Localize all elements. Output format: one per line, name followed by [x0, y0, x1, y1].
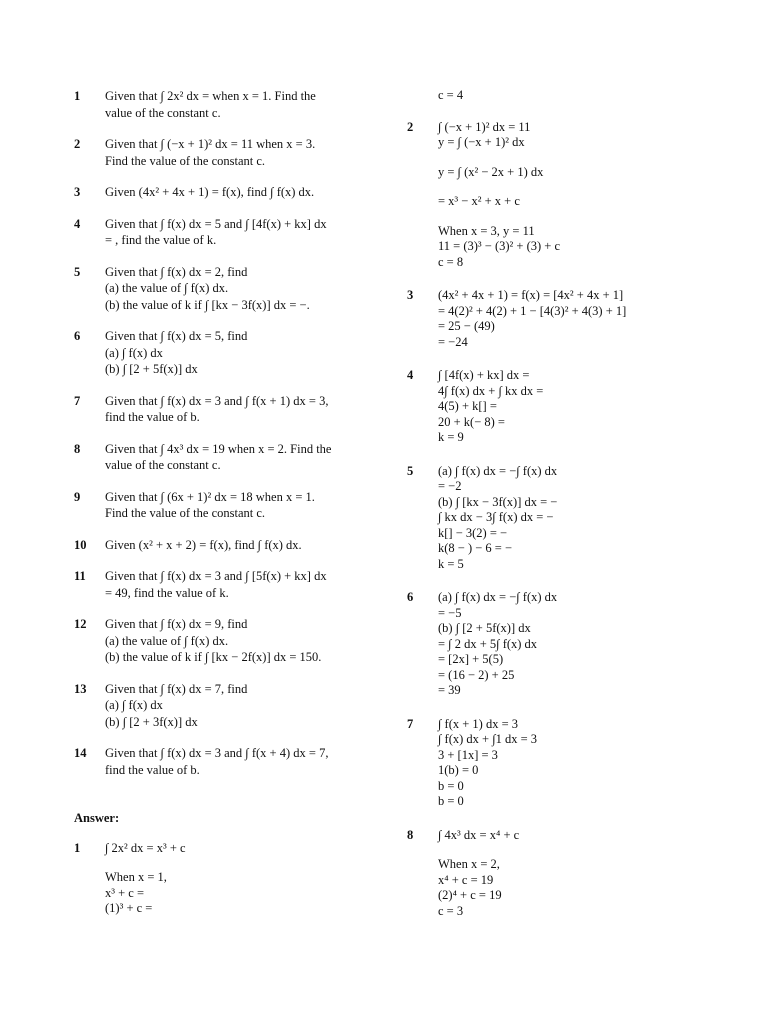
item-number: 4	[407, 368, 414, 382]
item-line: x⁴ + c = 19	[438, 872, 494, 887]
answer-list	[407, 88, 707, 919]
item-line: c = 4	[438, 88, 464, 102]
item-line: ∫ f(x) dx + ∫1 dx = 3	[438, 732, 538, 746]
item-line: c = 8	[438, 254, 464, 269]
item-number: 6	[407, 590, 414, 604]
item-line: 20 + k(− 8) =	[438, 414, 505, 429]
item-line: (1)³ + c =	[105, 901, 153, 915]
item-line: k(8 − ) − 6 = −	[438, 541, 513, 555]
question-3	[74, 184, 374, 201]
item-line: ∫ f(x + 1) dx = 3	[438, 716, 519, 731]
question-11	[74, 568, 374, 601]
item-line: b = 0	[438, 778, 464, 793]
item-line: Given (x² + x + 2) = f(x), find ∫ f(x) dx.	[105, 537, 302, 552]
item-number: 7	[74, 393, 81, 408]
item-line: ∫ 4x³ dx = x⁴ + c	[438, 827, 520, 842]
item-number: 10	[74, 537, 87, 552]
item-line: 11 = (3)³ − (3)² + (3) + c	[438, 239, 561, 253]
item-number: 8	[74, 441, 81, 456]
item-number: 4	[74, 216, 81, 231]
item-line: = 4(2)² + 4(2) + 1 − [4(3)² + 4(3) + 1]	[438, 303, 627, 318]
item-line: Given that ∫ f(x) dx = 3 and ∫ [5f(x) + kx] dx	[105, 569, 327, 583]
answer-1	[74, 841, 374, 917]
item-number: 3	[407, 288, 414, 302]
item-line	[105, 856, 374, 870]
item-line: 4∫ f(x) dx + ∫ kx dx =	[438, 383, 544, 398]
item-line: 1(b) = 0	[438, 763, 479, 777]
item-number: 9	[74, 489, 81, 504]
answer-block-5	[407, 464, 707, 573]
item-number: 11	[74, 569, 86, 583]
answer-block-4	[407, 368, 707, 446]
answer-block-2	[407, 120, 707, 271]
item-line: find the value of b.	[105, 410, 200, 424]
item-line: 3 + [1x] = 3	[438, 747, 498, 762]
answers-column	[407, 88, 707, 919]
item-line: 4(5) + k[] =	[438, 399, 497, 413]
item-line: When x = 1,	[105, 870, 167, 884]
answer-block-8	[407, 828, 707, 920]
item-line: = −2	[438, 479, 462, 493]
question-4	[74, 216, 374, 249]
answer-block-cont	[407, 88, 707, 104]
answer-block-3	[407, 288, 707, 350]
item-line: Given that ∫ f(x) dx = 7, find	[105, 681, 248, 696]
item-line: value of the constant c.	[105, 105, 221, 120]
item-line: Given that ∫ f(x) dx = 5, find	[105, 329, 248, 343]
item-number: 12	[74, 617, 87, 631]
item-line: Find the value of the constant c.	[105, 153, 266, 168]
item-line: = 39	[438, 683, 461, 697]
item-line: = , find the value of k.	[105, 233, 217, 247]
item-number: 2	[407, 119, 414, 134]
item-number: 3	[74, 185, 81, 199]
item-line: (a) ∫ f(x) dx = −∫ f(x) dx	[438, 463, 558, 478]
item-line: ∫ (−x + 1)² dx = 11	[438, 119, 531, 134]
item-number: 5	[74, 264, 81, 279]
question-10	[74, 537, 374, 554]
answer-1-block	[74, 841, 374, 917]
item-line: c = 3	[438, 903, 464, 918]
item-line: (a) ∫ f(x) dx = −∫ f(x) dx	[438, 590, 558, 604]
item-line: (2)⁴ + c = 19	[438, 888, 502, 902]
item-line: Given that ∫ (−x + 1)² dx = 11 when x = 3.	[105, 137, 316, 151]
item-number: 13	[74, 681, 87, 696]
question-list	[74, 88, 374, 778]
item-line: Given that ∫ f(x) dx = 9, find	[105, 617, 248, 631]
item-line: x³ + c =	[105, 885, 145, 900]
item-line: y = ∫ (x² − 2x + 1) dx	[438, 164, 544, 179]
item-line: When x = 3, y = 11	[438, 223, 535, 238]
item-line: = −24	[438, 334, 468, 349]
item-line	[438, 180, 707, 194]
item-number: 8	[407, 827, 414, 842]
item-line: Given that ∫ (6x + 1)² dx = 18 when x = 1.	[105, 489, 315, 504]
item-line: value of the constant c.	[105, 458, 221, 472]
item-line: = ∫ 2 dx + 5∫ f(x) dx	[438, 636, 538, 651]
answer-block-7	[407, 717, 707, 810]
item-line: b = 0	[438, 794, 464, 808]
item-number: 14	[74, 746, 87, 760]
item-line: (b) the value of k if ∫ [kx − 2f(x)] dx = 150.	[105, 650, 322, 664]
item-line: (a) ∫ f(x) dx	[105, 345, 163, 360]
item-line: y = ∫ (−x + 1)² dx	[438, 135, 525, 149]
item-line	[438, 210, 707, 224]
item-number: 1	[74, 840, 81, 855]
questions-column	[74, 88, 374, 917]
item-line: = [2x] + 5(5)	[438, 652, 504, 666]
item-line: = x³ − x² + x + c	[438, 194, 520, 208]
item-number: 7	[407, 716, 414, 731]
item-line: = 25 − (49)	[438, 319, 495, 333]
item-line: Given that ∫ 4x³ dx = 19 when x = 2. Find the	[105, 441, 332, 456]
item-line: = −5	[438, 605, 462, 620]
item-number: 2	[74, 137, 81, 151]
item-line: (b) ∫ [2 + 3f(x)] dx	[105, 714, 198, 729]
question-1	[74, 88, 374, 121]
item-line: k = 5	[438, 556, 464, 571]
item-line: ∫ [4f(x) + kx] dx =	[438, 368, 530, 382]
item-line: k = 9	[438, 430, 464, 444]
item-line: (b) ∫ [kx − 3f(x)] dx = −	[438, 494, 558, 509]
item-line: (b) ∫ [2 + 5f(x)] dx	[438, 621, 531, 635]
question-14	[74, 745, 374, 778]
question-2	[74, 136, 374, 169]
item-line: (a) the value of ∫ f(x) dx.	[105, 281, 229, 295]
item-line: When x = 2,	[438, 857, 500, 871]
item-line: (a) ∫ f(x) dx	[105, 698, 163, 712]
item-line	[438, 843, 707, 857]
question-7	[74, 393, 374, 426]
item-line: = 49, find the value of k.	[105, 585, 229, 600]
item-line: k[] − 3(2) = −	[438, 525, 508, 540]
item-line: (a) the value of ∫ f(x) dx.	[105, 633, 229, 648]
item-line: (4x² + 4x + 1) = f(x) = [4x² + 4x + 1]	[438, 288, 624, 302]
answer-heading: Answer:	[74, 811, 120, 825]
item-line: ∫ kx dx − 3∫ f(x) dx = −	[438, 510, 554, 524]
item-line: Given that ∫ f(x) dx = 3 and ∫ f(x + 4) dx = 7,	[105, 746, 329, 760]
question-13	[74, 681, 374, 731]
item-number: 5	[407, 463, 414, 478]
item-line: (b) ∫ [2 + 5f(x)] dx	[105, 362, 198, 376]
item-line: Given that ∫ f(x) dx = 5 and ∫ [4f(x) + kx] dx	[105, 216, 327, 231]
question-12	[74, 616, 374, 666]
item-line	[438, 151, 707, 165]
item-line: Given that ∫ 2x² dx = when x = 1. Find the	[105, 89, 316, 103]
item-line: Find the value of the constant c.	[105, 506, 266, 520]
item-number: 1	[74, 89, 81, 103]
question-5	[74, 264, 374, 314]
question-6	[74, 328, 374, 378]
item-line: Given that ∫ f(x) dx = 3 and ∫ f(x + 1) dx = 3,	[105, 393, 329, 408]
item-line: (b) the value of k if ∫ [kx − 3f(x)] dx = −.	[105, 297, 310, 312]
item-line: Given (4x² + 4x + 1) = f(x), find ∫ f(x) dx.	[105, 185, 315, 199]
item-line: = (16 − 2) + 25	[438, 667, 515, 682]
item-line: Given that ∫ f(x) dx = 2, find	[105, 264, 248, 279]
item-line: find the value of b.	[105, 762, 200, 777]
item-number: 6	[74, 329, 81, 343]
item-line: ∫ 2x² dx = x³ + c	[105, 840, 186, 855]
question-9	[74, 489, 374, 522]
answer-block-6	[407, 590, 707, 699]
question-8	[74, 441, 374, 474]
